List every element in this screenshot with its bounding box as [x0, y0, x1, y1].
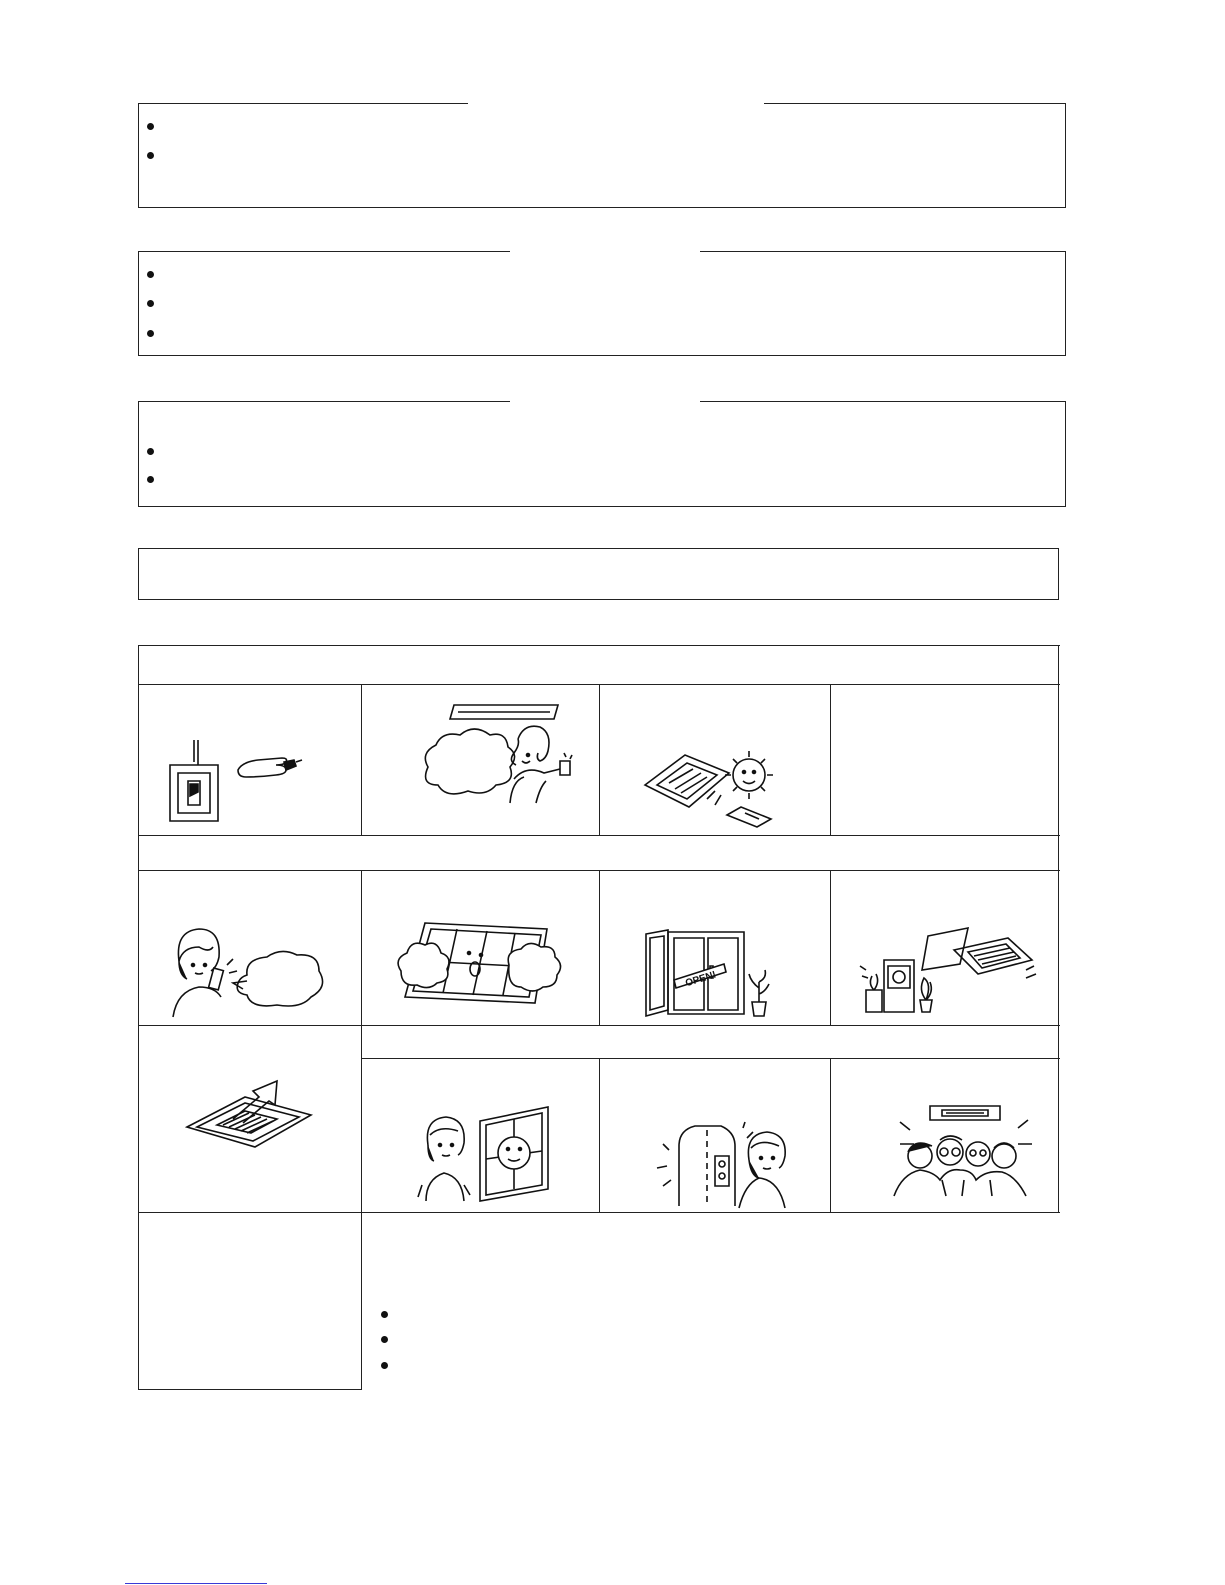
woman-pressing-switch-icon	[418, 695, 588, 810]
info-box-3	[138, 401, 1066, 507]
info-box-1	[138, 103, 1066, 208]
info-box-3-title	[510, 397, 700, 403]
bullet-icon	[147, 448, 154, 455]
window-with-clouds-icon	[395, 915, 565, 1010]
people-under-cassette-icon	[890, 1100, 1040, 1200]
bullet-icon	[147, 300, 154, 307]
woman-with-appliance-icon	[655, 1120, 795, 1210]
table-row4-divider	[361, 1213, 362, 1390]
open-door-icon	[640, 928, 780, 1018]
table-col-rule-1b	[361, 870, 362, 1213]
svg-text:OPEN!: OPEN!	[684, 969, 718, 990]
cassette-panel-sun-icon	[645, 745, 785, 830]
info-box-2	[138, 251, 1066, 356]
woman-with-remote-icon	[165, 925, 325, 1020]
table-bottom-left-border	[138, 1389, 362, 1390]
bullet-icon	[147, 123, 154, 130]
bullet-icon	[147, 476, 154, 483]
cassette-airflow-arrow-icon	[185, 1075, 315, 1155]
bullet-icon	[381, 1311, 388, 1318]
table-col-rule-2b	[599, 870, 600, 1026]
wall-switch-icon	[160, 740, 310, 825]
table-col-rule-3a	[830, 684, 831, 836]
info-box-2-title	[510, 247, 700, 253]
bullet-icon	[147, 152, 154, 159]
info-box-1-title	[468, 99, 764, 105]
table-col-rule-2c	[599, 1058, 600, 1213]
table-top-border	[138, 645, 1060, 646]
bullet-icon	[147, 271, 154, 278]
bullet-icon	[381, 1336, 388, 1343]
footer-link[interactable]	[125, 1583, 267, 1584]
note-box	[138, 548, 1059, 600]
bullet-icon	[381, 1362, 388, 1369]
table-col-rule-1a	[361, 684, 362, 836]
table-col-rule-2a	[599, 684, 600, 836]
table-col-rule-3b	[830, 870, 831, 1026]
woman-window-sun-icon	[420, 1105, 555, 1205]
table-right-border	[1058, 645, 1059, 1213]
table-left-border	[138, 645, 139, 1390]
indoor-unit-with-plant-icon	[858, 920, 1038, 1020]
table-col-rule-3c	[830, 1058, 831, 1213]
bullet-icon	[147, 330, 154, 337]
table-rule-row3-header	[361, 1058, 1060, 1059]
